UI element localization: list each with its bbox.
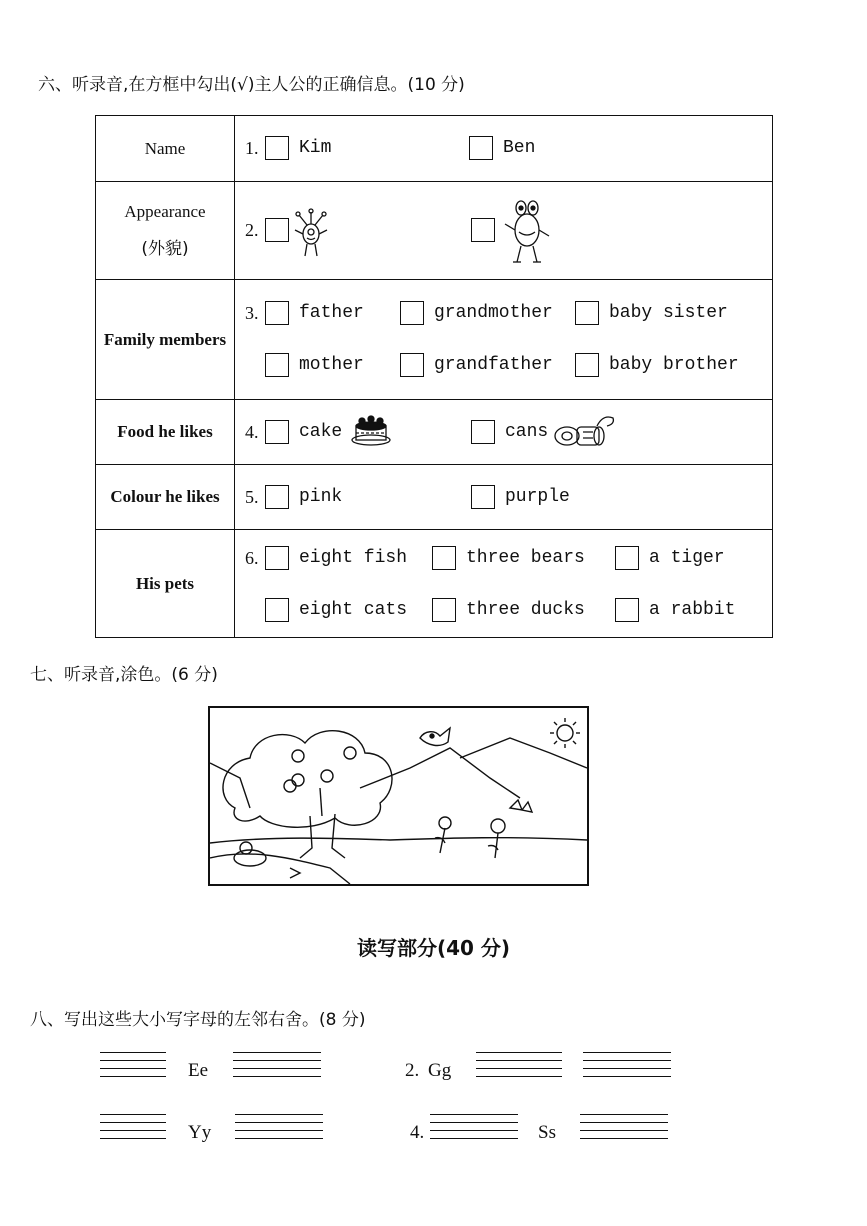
option-grandmother: grandmother <box>434 303 553 323</box>
row-pets <box>235 530 773 638</box>
option-father: father <box>299 303 364 323</box>
option-a-tiger: a tiger <box>649 548 725 568</box>
section6-heading: 六、听录音,在方框中勾出(√)主人公的正确信息。(10 分) <box>38 75 465 95</box>
letter-pair: Ss <box>538 1122 556 1143</box>
row-label-name: Name <box>96 116 235 182</box>
option-three-ducks: three ducks <box>466 600 585 620</box>
row-label-appearance <box>96 182 235 280</box>
option-three-bears: three bears <box>466 548 585 568</box>
checkbox[interactable] <box>471 218 495 242</box>
letter-pair: Yy <box>188 1122 212 1143</box>
checkbox[interactable] <box>469 136 493 160</box>
option-pink: pink <box>299 487 343 507</box>
option-cans: cans <box>505 422 549 442</box>
checkbox[interactable] <box>265 353 289 377</box>
checkbox[interactable] <box>432 546 456 570</box>
option-mother: mother <box>299 355 364 375</box>
option-kim: Kim <box>299 138 332 158</box>
checkbox[interactable] <box>615 598 639 622</box>
appearance-sublabel: (外貌) <box>141 239 189 259</box>
row-appearance <box>235 182 773 280</box>
checkbox[interactable] <box>471 420 495 444</box>
section8-heading: 八、写出这些大小写字母的左邻右舍。(8 分) <box>30 1010 366 1030</box>
letter-pair: Gg <box>428 1060 452 1081</box>
option-purple: purple <box>505 487 570 507</box>
row-colour <box>235 465 773 530</box>
question-number: 1. <box>245 137 259 158</box>
question-number: 3. <box>245 302 259 323</box>
checkbox[interactable] <box>265 546 289 570</box>
checkbox[interactable] <box>615 546 639 570</box>
option-baby-sister: baby sister <box>609 303 728 323</box>
answer-lines-right-ss[interactable] <box>580 1114 668 1146</box>
option-eight-cats: eight cats <box>299 600 408 620</box>
question-number: 2. <box>405 1060 420 1081</box>
option-ben: Ben <box>503 138 536 158</box>
checkbox[interactable] <box>265 218 289 242</box>
section7-heading: 七、听录音,涂色。(6 分) <box>30 665 218 685</box>
part-title: 读写部分(40 分) <box>356 936 511 960</box>
question-number: 2. <box>245 219 259 240</box>
option-a-rabbit: a rabbit <box>649 600 736 620</box>
cans-icon <box>553 412 617 450</box>
checkbox[interactable] <box>265 485 289 509</box>
checkbox[interactable] <box>265 301 289 325</box>
row-label-pets: His pets <box>96 530 235 638</box>
checkbox[interactable] <box>400 353 424 377</box>
answer-lines-left-ss[interactable] <box>430 1114 518 1146</box>
option-grandfather: grandfather <box>434 355 553 375</box>
letter-pair: Ee <box>188 1060 209 1081</box>
answer-lines-left-yy[interactable] <box>100 1114 166 1146</box>
option-cake: cake <box>299 422 343 442</box>
option-baby-brother: baby brother <box>609 355 739 375</box>
answer-lines-left-ee[interactable] <box>100 1052 166 1084</box>
checkbox[interactable] <box>400 301 424 325</box>
row-label-family: Family members <box>96 280 235 400</box>
row-name <box>235 116 773 182</box>
row-label-food: Food he likes <box>96 400 235 465</box>
checkbox[interactable] <box>432 598 456 622</box>
checkbox[interactable] <box>471 485 495 509</box>
row-food <box>235 400 773 465</box>
row-label-colour: Colour he likes <box>96 465 235 530</box>
appearance-label: Appearance <box>124 202 206 221</box>
checkbox[interactable] <box>575 353 599 377</box>
cake-icon <box>350 414 392 448</box>
question-number: 6. <box>245 547 259 568</box>
answer-lines-left-gg[interactable] <box>476 1052 562 1084</box>
answer-lines-right-ee[interactable] <box>233 1052 321 1084</box>
coloring-picture[interactable] <box>208 706 589 886</box>
checkbox[interactable] <box>265 136 289 160</box>
question-number: 4. <box>410 1122 425 1143</box>
landscape-illustration <box>210 708 587 884</box>
checkbox[interactable] <box>575 301 599 325</box>
question-number: 4. <box>245 421 259 442</box>
info-table <box>95 115 773 638</box>
alien-two-eyes-icon <box>503 196 551 268</box>
answer-lines-right-gg[interactable] <box>583 1052 671 1084</box>
option-eight-fish: eight fish <box>299 548 408 568</box>
alien-one-eye-icon <box>293 208 329 260</box>
question-number: 5. <box>245 486 259 507</box>
checkbox[interactable] <box>265 598 289 622</box>
answer-lines-right-yy[interactable] <box>235 1114 323 1146</box>
row-family <box>235 280 773 400</box>
checkbox[interactable] <box>265 420 289 444</box>
